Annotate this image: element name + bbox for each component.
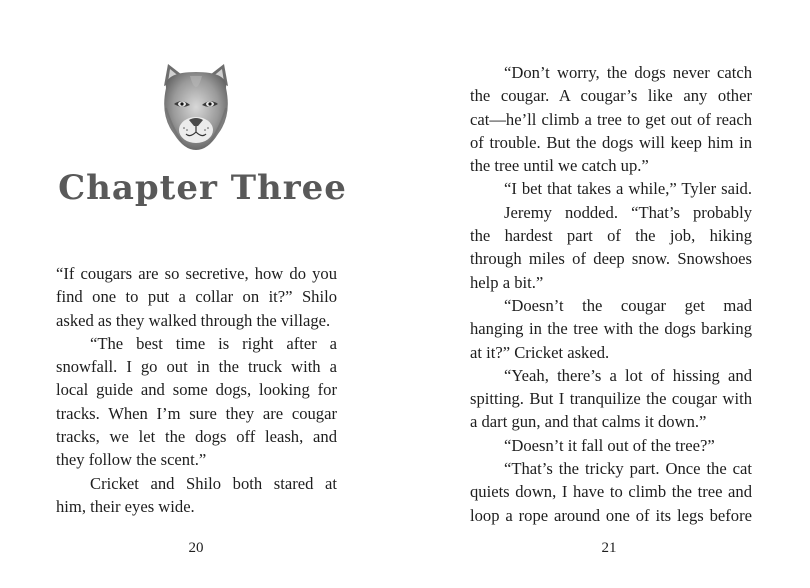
text-line: find one to put a collar on it?” Shilo (56, 287, 337, 307)
cougar-head-illustration (146, 58, 246, 158)
right-page-body (470, 61, 752, 527)
left-page-body (56, 262, 337, 518)
text-line: “Yeah, there’s a lot of hissing and (504, 365, 752, 385)
text-line: asked as they walked through the village. (56, 310, 331, 330)
text-line: of trouble. But the dogs will keep him in (470, 132, 752, 152)
text-line: “That’s the tricky part. Once the cat (504, 459, 752, 479)
text-line: the hardest part of the job, hiking (470, 226, 752, 246)
text-line: they follow the scent.” (56, 450, 207, 470)
text-line: Cricket and Shilo both stared at (90, 473, 337, 493)
text-line: “Doesn’t the cougar get mad (504, 295, 752, 315)
text-line: snowfall. I go out in the truck with a (56, 357, 337, 377)
page-number: 21 (601, 540, 617, 556)
text-line: “The best time is right after a (90, 333, 337, 353)
text-line: the cougar. A cougar’s like any other (470, 86, 752, 106)
text-line: Jeremy nodded. “That’s probably (504, 202, 752, 222)
text-line: “I bet that takes a while,” Tyler said. (504, 179, 752, 199)
text-line: hanging in the tree with the dogs barking (470, 319, 752, 339)
text-line: local guide and some dogs, looking for (56, 380, 337, 400)
text-line: “If cougars are so secretive, how do you (56, 264, 337, 283)
text-line: loop a rope around one of its legs before (470, 505, 752, 525)
page-number: 20 (188, 540, 204, 556)
text-line: through miles of deep snow. Snowshoes (470, 249, 752, 269)
chapter-title: Chapter Three (58, 168, 347, 208)
text-line: help a bit.” (470, 272, 544, 292)
text-line: him, their eyes wide. (56, 496, 195, 516)
text-line: cat—he’ll climb a tree to get out of reach (470, 109, 752, 129)
text-line: a dart gun, and that calms it down.” (470, 412, 707, 432)
text-line: at it?” Cricket asked. (470, 342, 610, 362)
text-line: quiets down, I have to climb the tree and (470, 482, 752, 502)
text-line: “Don’t worry, the dogs never catch (504, 63, 752, 82)
text-line: “Doesn’t it fall out of the tree?” (504, 435, 715, 455)
text-line: spitting. But I tranquilize the cougar with (470, 389, 752, 409)
text-line: tracks, we let the dogs off leash, and (56, 427, 337, 447)
text-line: tracks. When I’m sure they are cougar (56, 403, 337, 423)
text-line: the tree until we catch up.” (470, 156, 649, 176)
